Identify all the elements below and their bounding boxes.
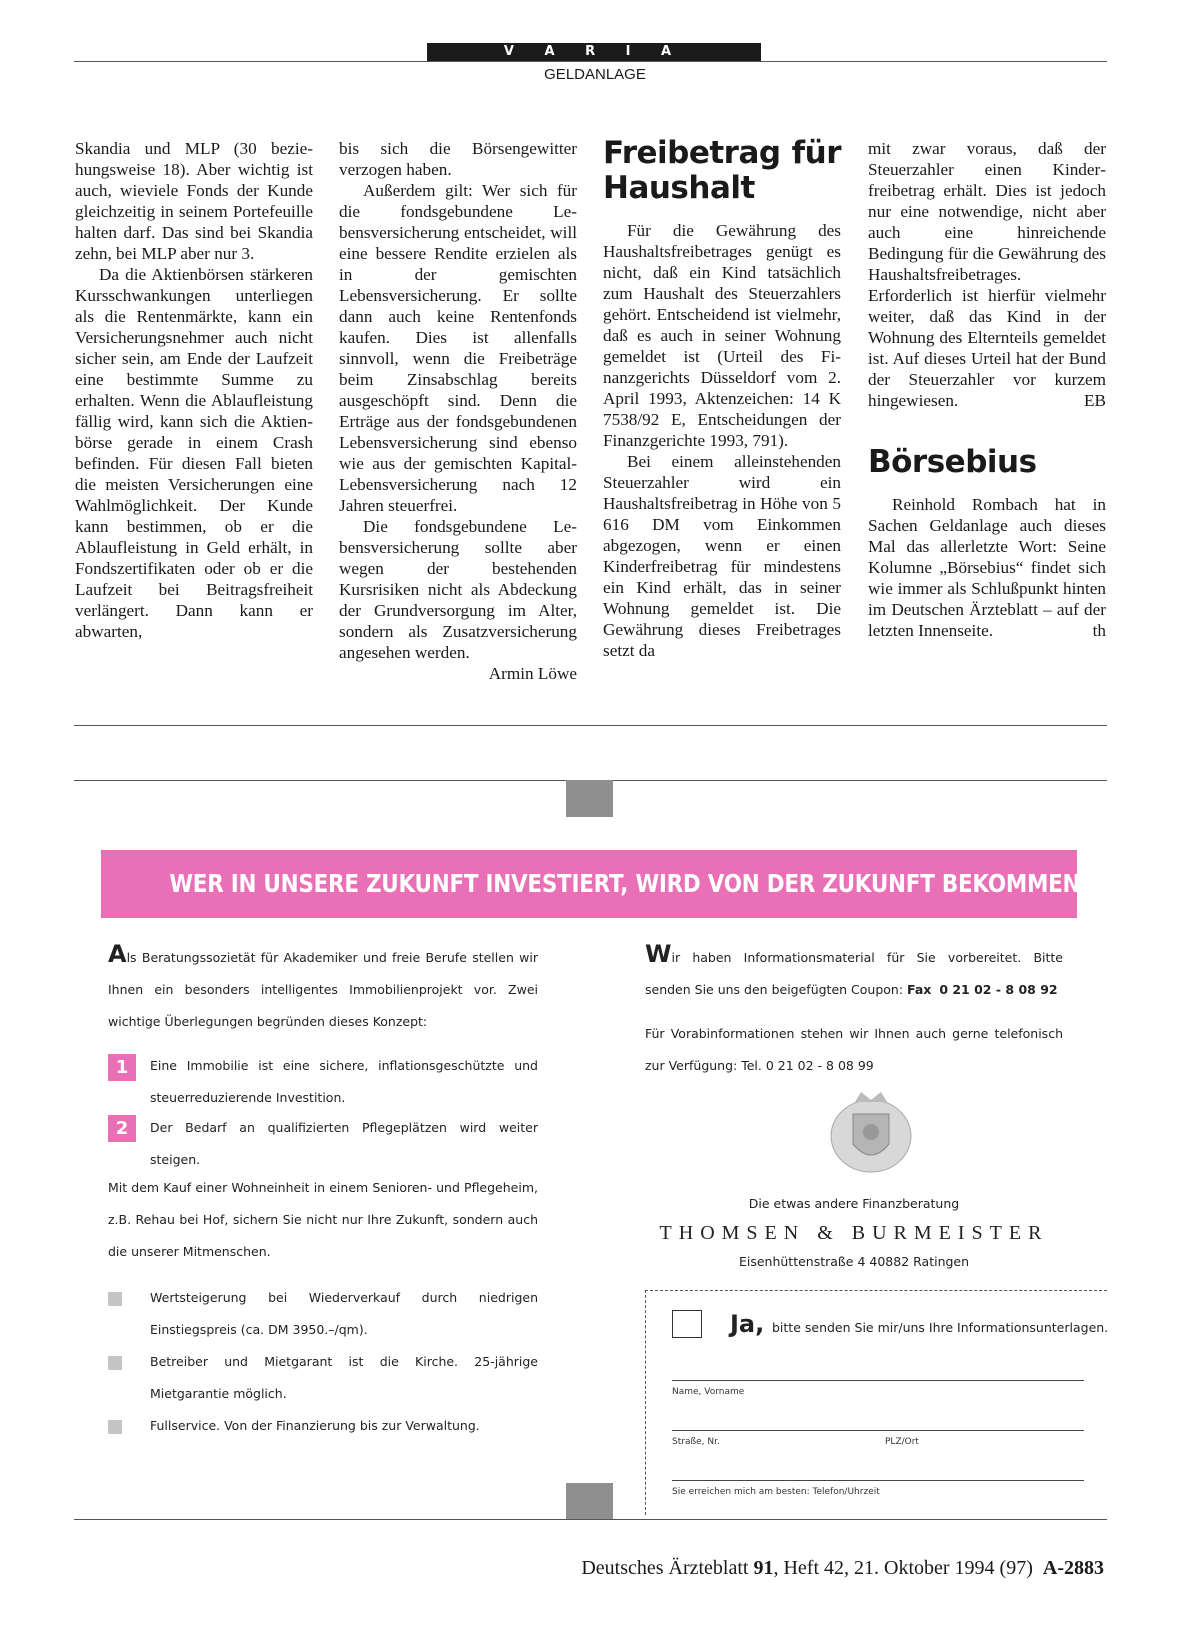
bullet-icon: [108, 1420, 122, 1434]
phone-field-line[interactable]: [672, 1480, 1084, 1481]
ad-bullet: Betreiber und Mietgarant ist die Kirche. 25-jährige Mietgarantie möglich.: [150, 1354, 538, 1401]
author-signature: EB: [1084, 391, 1106, 410]
paragraph: [339, 516, 577, 683]
bullet-icon: [108, 1356, 122, 1370]
coupon-cut-line: [645, 1290, 646, 1515]
fax-label: Fax: [907, 982, 932, 997]
paragraph-text: Die fondsgebundene Lebensversicherung sollte aber wegen der bestehenden Kursrisiken nicht als Abdeckung der Grundversorgung im Alter, sondern als Zusatzversicherung angesehen werden.: [339, 517, 577, 662]
paragraph: bis sich die Börsengewitter verzogen haben.: [339, 139, 577, 179]
ad-intro-text: ls Beratungssozietät für Akademiker und freie Berufe stellen wir Ihnen ein besonders intelligentes Immobilienprojekt vor. Zwei wichtige Überlegungen begründen dieses Konzept:: [108, 950, 538, 1029]
paragraph: Außerdem gilt: Wer sich für die fondsgebundene Lebensversicherung entscheidet, will eine bessere Rendite erzielen als in der gemischten Lebensversicherung. Er sollte dann auch keine Rentenfonds kaufen. Dies ist allenfalls sinnvoll, wenn die Freibeträge beim Zinsabschlag bereits ausgeschöpft sind. Denn die Erträge aus der fondsgebundenen Lebensversicherung sind ebenso wie aus der gemischten Kapital-Lebensversicherung nach 12 Jahren steuerfrei.: [339, 181, 577, 515]
section-title: GELDANLAGE: [544, 66, 646, 83]
name-field-line[interactable]: [672, 1380, 1084, 1381]
page-footer: [581, 1557, 1104, 1580]
coupon-cut-line: [645, 1290, 1107, 1291]
address-field-line[interactable]: [672, 1430, 1084, 1431]
coupon-ja: Ja,: [730, 1310, 765, 1338]
article-headline: Freibetrag für Haushalt: [603, 135, 841, 206]
paragraph: [868, 494, 1106, 641]
ad-contact-text: ir haben Informationsmaterial für Sie vorbereitet. Bitte senden Sie uns den beigefügten Coupon:: [645, 950, 1063, 997]
phone-field-label: Sie erreichen mich am besten: Telefon/Uhrzeit: [672, 1487, 880, 1497]
issue-info: , Heft 42, 21. Oktober 1994 (97): [773, 1557, 1033, 1579]
ad-intro: [108, 938, 538, 1038]
article-column-4: [868, 138, 1106, 641]
firm-address: Eisenhüttenstraße 4 40882 Ratingen: [738, 1254, 970, 1269]
journal-volume: 91: [753, 1557, 774, 1579]
ad-phone: Für Vorabinformationen stehen wir Ihnen auch gerne telefonisch zur Verfügung: Tel. 0 21 02 - 8 08 99: [645, 1026, 1063, 1073]
varia-kicker: V A R I A: [427, 43, 761, 61]
paragraph-text: mit zwar voraus, daß der Steuerzahler einen Kinderfreibetrag erhält. Dies ist jedoch nur eine notwendige, nicht aber auch eine hinreichende Bedingung für die Gewährung des Haushaltsfreibetrages. Erforderlich ist hierfür vielmehr weiter, daß das Kind in der Wohnung des Elternteils gemeldet ist. Auf dieses Urteil hat der Bund der Steuerzahler vor kurzem hingewiesen.: [868, 139, 1106, 410]
zip-field-label: PLZ/Ort: [885, 1437, 919, 1447]
ad-point: Eine Immobilie ist eine sichere, inflationsgeschützte und steuerreduzierende Investition.: [150, 1058, 538, 1105]
firm-name: THOMSEN & BURMEISTER: [659, 1222, 1049, 1244]
article-end-rule: [74, 725, 1107, 726]
street-field-label: Straße, Nr.: [672, 1437, 720, 1447]
ad-contact-intro: [645, 938, 1063, 1006]
author-signature: Armin Löwe: [488, 664, 577, 683]
firm-tagline: Die etwas andere Finanzberatung: [748, 1196, 960, 1211]
header-rule: [74, 61, 1107, 62]
fax-number: 0 21 02 - 8 08 92: [939, 982, 1058, 997]
paragraph-text: Reinhold Rombach hat in Sachen Geldanlage auch dieses Mal das allerletzte Wort: Seine Kolumne „Börsebius“ findet sich wie immer als Schlußpunkt hinten im Deutschen Ärzteblatt – auf der letzten Innenseite.: [868, 495, 1106, 640]
crest-icon: [825, 1088, 917, 1176]
registration-mark: [566, 1483, 613, 1520]
ad-body: Mit dem Kauf einer Wohneinheit in einem Senioren- und Pflegeheim, z.B. Rehau bei Hof, sichern Sie nicht nur Ihre Zukunft, sondern auch die unserer Mitmenschen.: [108, 1180, 538, 1259]
article-column-2: [339, 138, 577, 684]
article-column-3: [603, 136, 841, 661]
paragraph: [868, 138, 1106, 411]
ad-bullet: Wertsteigerung bei Wiederverkauf durch niedrigen Einstiegspreis (ca. DM 3950.–/qm).: [150, 1290, 538, 1337]
point-number: 1: [108, 1054, 136, 1081]
journal-name: Deutsches Ärzteblatt: [581, 1557, 749, 1579]
author-signature: th: [1092, 621, 1106, 640]
point-number: 2: [108, 1115, 136, 1142]
page-number: A-2883: [1042, 1557, 1104, 1579]
registration-mark: [566, 780, 613, 817]
ad-slogan: WER IN UNSERE ZUKUNFT INVESTIERT, WIRD VON DER ZUKUNFT BEKOMMEN.: [169, 869, 1089, 898]
ad-bullet: Fullservice. Von der Finanzierung bis zur Verwaltung.: [150, 1418, 480, 1433]
ad-bottom-rule: [74, 1519, 1107, 1520]
article-headline: Börsebius: [868, 444, 1037, 480]
paragraph: Da die Aktienbörsen stärkeren Kursschwankungen unterliegen als die Rentenmärkte, kann ein Versicherungsnehmer auch nicht sicher sein, am Ende der Laufzeit eine bestimmte Summe zu erhalten. Wenn die Ablaufleistung fällig wird, kann sich die Aktienbörse gerade in einem Crash befinden. Für diesen Fall bieten die meisten Versicherungen eine Wahlmöglichkeit. Der Kunde kann bestimmen, ob er die Ablaufleistung in Geld erhält, in Fondszertifikaten oder ob er die Laufzeit bei Beitragsfreiheit verlängert. Dann kann er abwarten,: [75, 265, 313, 641]
coupon-checkbox[interactable]: [672, 1310, 702, 1338]
paragraph: Bei einem alleinstehenden Steuerzahler wird ein Haushaltsfreibetrag in Höhe von 5 616 DM vom Einkommen abgezogen, wenn er einen Kinderfreibetrag für mindestens ein Kind erhält, das in seiner Wohnung gemeldet ist. Die Gewährung dieses Freibetrages setzt da: [603, 452, 841, 660]
coupon-text: bitte senden Sie mir/uns Ihre Informationsunterlagen.: [772, 1320, 1109, 1335]
paragraph: Für die Gewährung des Haushaltsfreibetrages genügt es nicht, daß ein Kind tatsächlich zum Haushalt des Steuerzahlers gehört. Entscheidend ist vielmehr, daß es auch in seiner Wohnung gemeldet ist (Urteil des Finanzgerichts Düsseldorf vom 2. April 1993, Aktenzeichen: 14 K 7538/92 E, Entscheidungen der Finanzgerichte 1993, 791).: [603, 221, 841, 450]
paragraph: Skandia und MLP (30 beziehungsweise 18). Aber wichtig ist auch, wieviele Fonds der Kunde gleichzeitig in seinem Portefeuille halten darf. Das sind bei Skandia zehn, bei MLP aber nur 3.: [75, 139, 313, 263]
article-column-1: [75, 138, 313, 642]
ad-banner: [101, 850, 1089, 918]
bullet-icon: [108, 1292, 122, 1306]
ad-point: Der Bedarf an qualifizierten Pflegeplätzen wird weiter steigen.: [150, 1120, 538, 1167]
name-field-label: Name, Vorname: [672, 1387, 745, 1397]
drop-cap: W: [645, 940, 672, 968]
drop-cap: A: [108, 940, 127, 968]
